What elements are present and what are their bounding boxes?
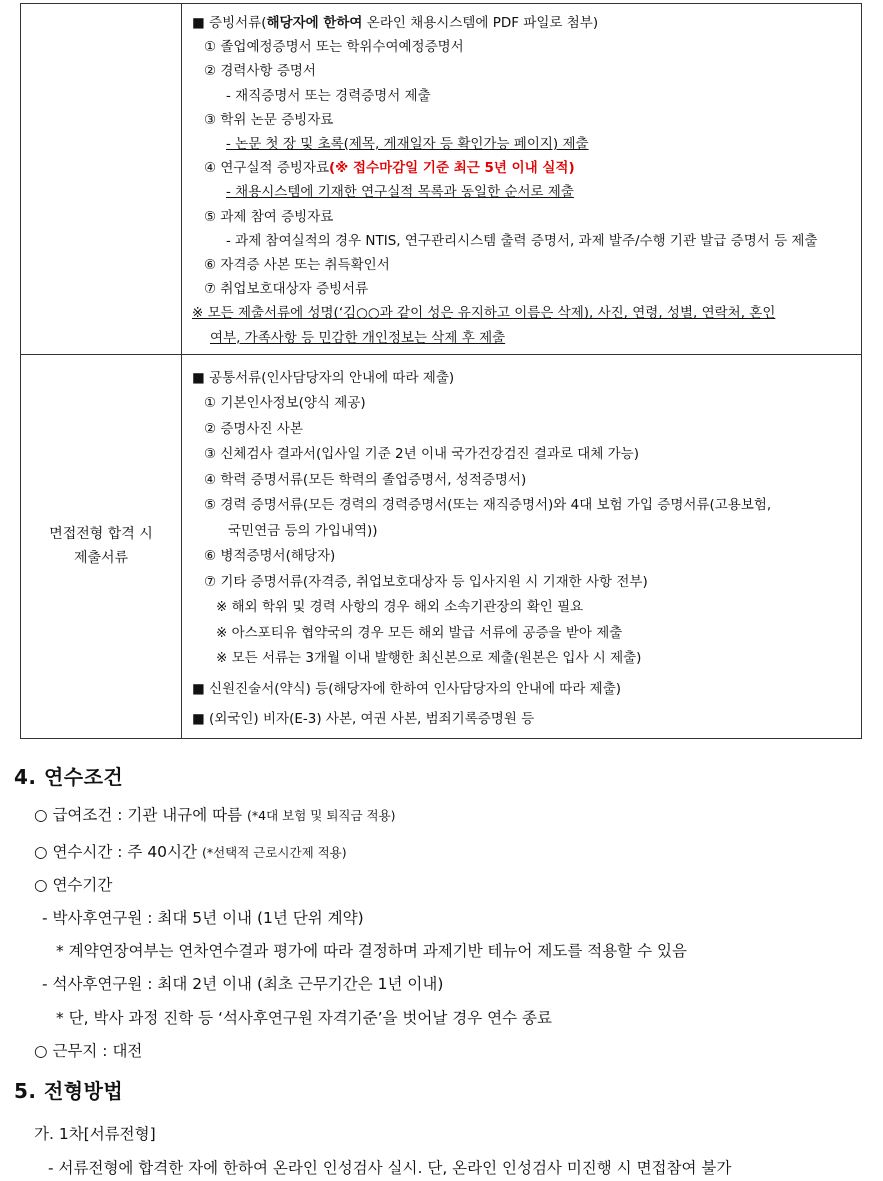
master-line: - 석사후연구원 : 최대 2년 이내 (최초 근무기간은 1년 이내) <box>42 975 444 993</box>
section-heading-training: 4. 연수조건 <box>14 765 124 789</box>
list-item: ⑦ 취업보호대상자 증빙서류 <box>204 281 369 298</box>
list-title: ■ 신원진술서(약식) 등(해당자에 한하여 인사담당자의 안내에 따라 제출) <box>192 680 622 697</box>
note-line: ※ 해외 학위 및 경력 사항의 경우 해외 소속기관장의 확인 필요 <box>216 599 584 616</box>
master-note: * 단, 박사 과정 진학 등 ‘석사후연구원 자격기준’을 벗어날 경우 연수 종료 <box>56 1009 552 1027</box>
notice-line: 여부, 가족사항 등 민감한 개인정보는 삭제 후 제출 <box>210 329 506 346</box>
postdoc-note: * 계약연장여부는 연차연수결과 평가에 따라 결정하며 과제기반 테뉴어 제도를 적용할 수 있음 <box>56 942 687 960</box>
location-line: ○ 근무지 : 대전 <box>34 1042 143 1060</box>
list-title: ■ (외국인) 비자(E-3) 사본, 여권 사본, 범죄기록증명원 등 <box>192 711 535 728</box>
row-label: 면접전형 합격 시 제출서류 <box>21 354 182 738</box>
document-requirements-table <box>20 3 862 739</box>
note-line: ※ 모든 서류는 3개월 이내 발행한 최신본으로 제출(원본은 입사 시 제출) <box>216 650 642 667</box>
list-item: ④ 학력 증명서류(모든 학력의 졸업증명서, 성적증명서) <box>204 471 527 488</box>
period-line: ○ 연수기간 <box>34 876 113 894</box>
list-title: ■ 공통서류(인사담당자의 안내에 따라 제출) <box>192 369 455 386</box>
list-item: ③ 학위 논문 증빙자료 <box>204 111 334 128</box>
list-item: ⑤ 과제 참여 증빙자료 <box>204 208 334 225</box>
table-row <box>21 354 862 738</box>
list-item: ③ 신체검사 결과서(입사일 기준 2년 이내 국가건강검진 결과로 대체 가능) <box>204 446 639 463</box>
notice-line: ※ 모든 제출서류에 성명(‘김○○과 같이 성은 유지하고 이름은 삭제), 사진, 연령, 성별, 연락처, 혼인 <box>192 305 776 322</box>
list-item: ④ 연구실적 증빙자료(※ 접수마감일 기준 최근 5년 이내 실적) <box>204 160 575 177</box>
list-item: ⑥ 병적증명서(해당자) <box>204 548 336 565</box>
selection-step1-desc: - 서류전형에 합격한 자에 한하여 온라인 인성검사 실시. 단, 온라인 인성검사 미진행 시 면접참여 불가 <box>48 1159 732 1177</box>
postdoc-line: - 박사후연구원 : 최대 5년 이내 (1년 단위 계약) <box>42 909 364 927</box>
table-row <box>21 4 862 355</box>
list-item: ① 기본인사정보(양식 제공) <box>204 395 366 412</box>
list-subitem: - 과제 참여실적의 경우 NTIS, 연구관리시스템 출력 증명서, 과제 발주/수행 기관 발급 증명서 등 제출 <box>226 232 818 249</box>
list-item: ⑤ 경력 증명서류(모든 경력의 경력증명서(또는 재직증명서)와 4대 보험 가입 증명서류(고용보험, <box>204 497 772 514</box>
row-label-empty <box>21 4 182 355</box>
selection-step1: 가. 1차[서류전형] <box>34 1125 156 1143</box>
evidence-documents-cell <box>182 4 862 355</box>
list-item: ⑥ 자격증 사본 또는 취득확인서 <box>204 257 390 274</box>
list-subitem: - 논문 첫 장 및 초록(제목, 게재일자 등 확인가능 페이지) 제출 <box>226 136 589 153</box>
salary-line: ○ 급여조건 : 기관 내규에 따름 (*4대 보험 및 퇴직금 적용) <box>34 806 396 824</box>
interview-documents-cell <box>182 354 862 738</box>
list-item: ⑦ 기타 증명서류(자격증, 취업보호대상자 등 입사지원 시 기재한 사항 전부) <box>204 573 648 590</box>
list-item: ② 증명사진 사본 <box>204 420 303 437</box>
list-item: ① 졸업예정증명서 또는 학위수여예정증명서 <box>204 39 464 56</box>
list-subitem: - 재직증명서 또는 경력증명서 제출 <box>226 87 431 104</box>
list-item-continued: 국민연금 등의 가입내역)) <box>228 522 378 539</box>
section-heading-selection: 5. 전형방법 <box>14 1079 124 1103</box>
list-item: ② 경력사항 증명서 <box>204 63 316 80</box>
hours-line: ○ 연수시간 : 주 40시간 (*선택적 근로시간제 적용) <box>34 843 347 861</box>
evidence-title: ■ 증빙서류(해당자에 한하여 온라인 채용시스템에 PDF 파일로 첨부) <box>192 15 599 31</box>
list-subitem: - 채용시스템에 기재한 연구실적 목록과 동일한 순서로 제출 <box>226 184 574 201</box>
note-line: ※ 아스포티유 협약국의 경우 모든 해외 발급 서류에 공증을 받아 제출 <box>216 624 623 641</box>
